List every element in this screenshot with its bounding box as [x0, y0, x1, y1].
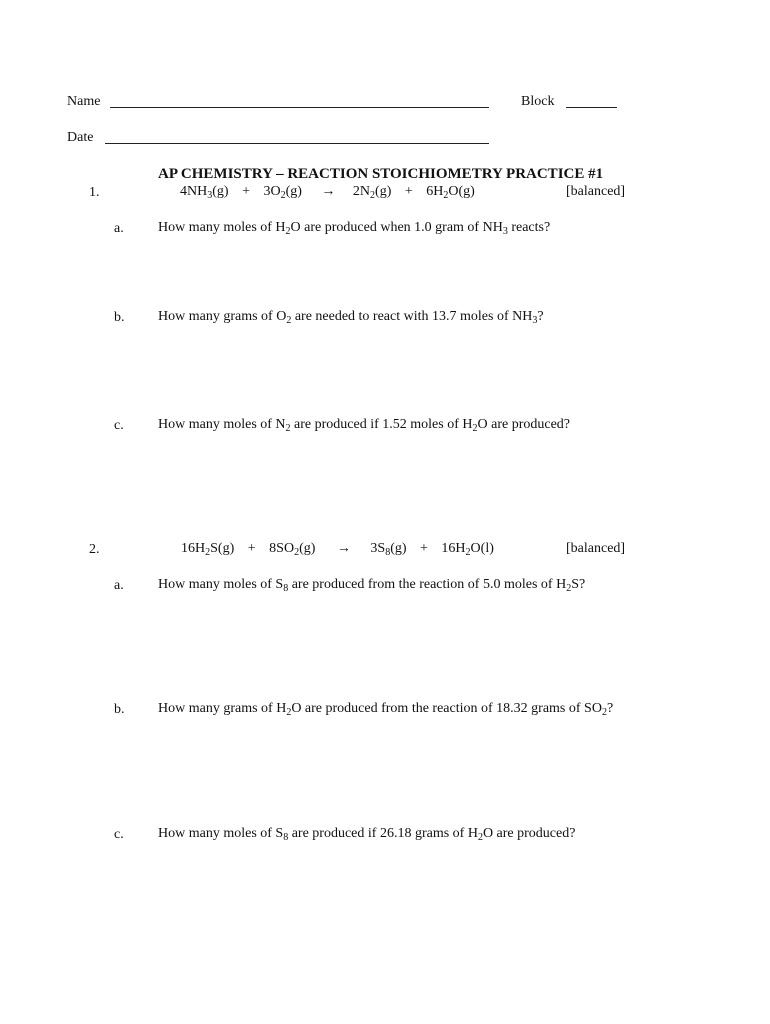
reaction-arrow: →	[321, 184, 336, 199]
name-field[interactable]	[110, 107, 489, 108]
plus-sign: +	[242, 184, 250, 199]
question-letter: b.	[114, 702, 125, 717]
name-label: Name	[67, 94, 101, 109]
question-letter: a.	[114, 221, 124, 236]
reactant-1: $4NH_3(g)$	[180, 184, 229, 201]
plus-sign: +	[420, 541, 428, 556]
question-text: How many grams of $O_2$ are needed to react with 13.7 moles of $NH_3$?	[158, 309, 544, 326]
question-letter: a.	[114, 578, 124, 593]
question-text: How many moles of $H_2O$ are produced when 1.0 gram of $NH_3$ reacts?	[158, 220, 551, 237]
product-2: $16H_2O(l)$	[441, 541, 494, 558]
block-label: Block	[521, 94, 555, 109]
chemical-equation	[181, 540, 494, 558]
reaction-arrow: →	[336, 541, 351, 556]
product-1: $3S_8(g)$	[370, 541, 407, 558]
plus-sign: +	[404, 184, 413, 199]
question-text: How many grams of $H_2O$ are produced from the reaction of 18.32 grams of $SO_2$?	[158, 701, 614, 718]
question-text: How many moles of $S_8$ are produced if 26.18 grams of $H_2O$ are produced?	[158, 826, 576, 843]
reactant-2: $3O_2(g)$	[263, 184, 302, 201]
question-text: How many moles of $N_2$ are produced if 1.52 moles of $H_2O$ are produced?	[158, 417, 571, 434]
problem-number: 2.	[89, 542, 100, 557]
question-text: How many moles of $S_8$ are produced from the reaction of 5.0 moles of $H_2S$?	[158, 577, 586, 594]
balanced-status: [balanced]	[566, 541, 626, 556]
problem-number: 1.	[89, 185, 100, 200]
worksheet-title: AP CHEMISTRY – REACTION STOICHIOMETRY PRACTICE #1	[158, 166, 604, 182]
date-label: Date	[67, 130, 94, 145]
reactant-1: $16H_2S(g)$	[181, 541, 235, 558]
question-letter: b.	[114, 310, 125, 325]
chemical-equation	[180, 183, 475, 201]
product-2: $6H_2O(g)$	[426, 184, 475, 201]
question-letter: c.	[114, 418, 124, 433]
balanced-status: [balanced]	[566, 184, 626, 199]
product-1: $2N_2(g)$	[352, 184, 392, 201]
question-letter: c.	[114, 827, 124, 842]
plus-sign: +	[247, 541, 256, 556]
block-field[interactable]	[566, 107, 617, 108]
date-field[interactable]	[105, 143, 489, 144]
reactant-2: $8SO_2(g)$	[269, 541, 316, 558]
